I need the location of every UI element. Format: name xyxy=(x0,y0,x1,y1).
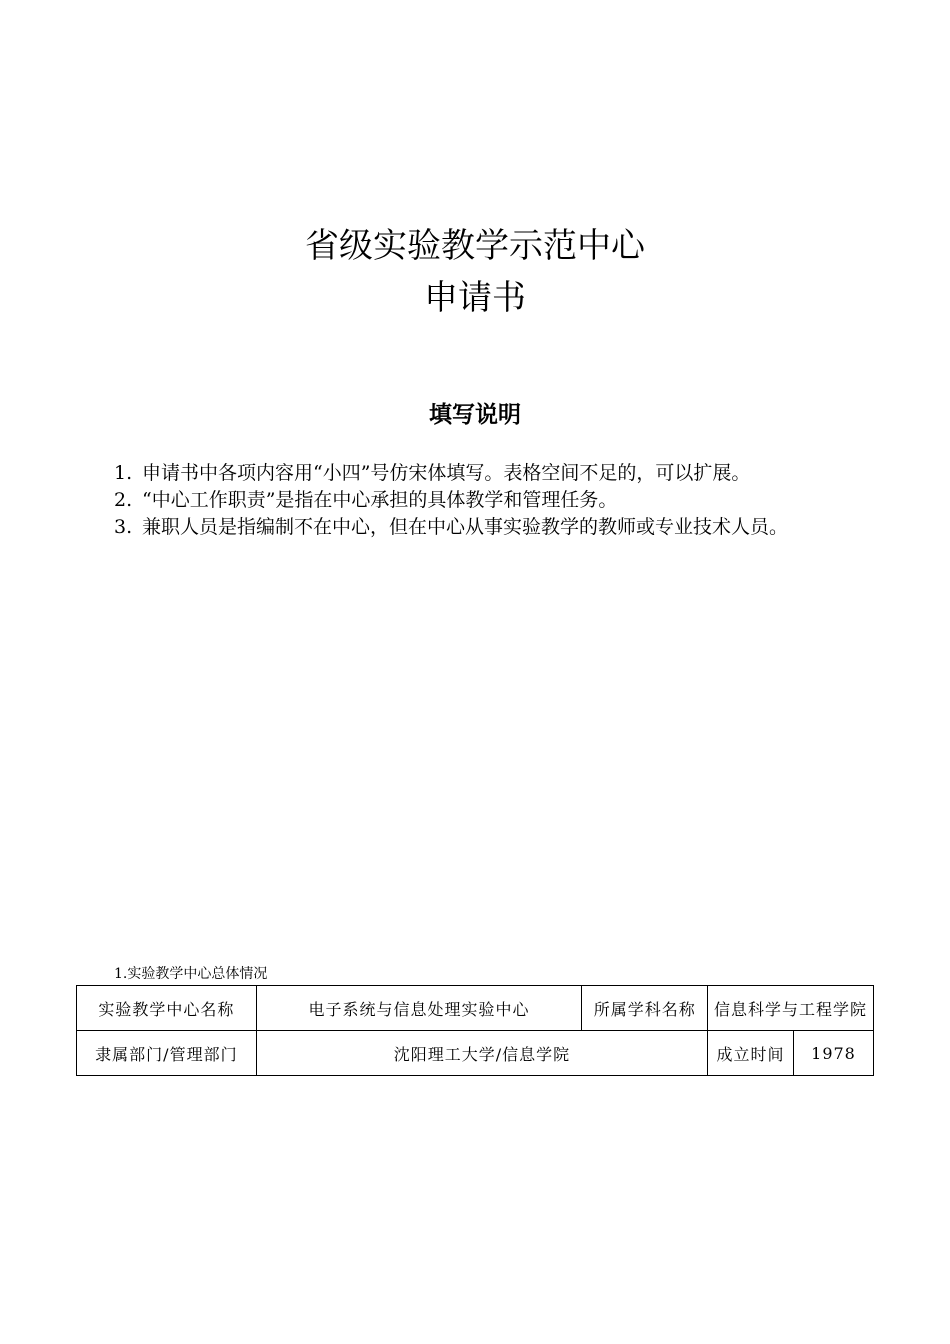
instruction-number: 1. xyxy=(114,462,133,484)
section-label: 1.实验教学中心总体情况 xyxy=(114,966,268,982)
instruction-text: “中心工作职责”是指在中心承担的具体教学和管理任务。 xyxy=(142,489,618,511)
table-row xyxy=(77,986,874,1031)
established-value: 1978 xyxy=(794,1031,874,1076)
instruction-item xyxy=(108,460,848,487)
department-value: 沈阳理工大学/信息学院 xyxy=(256,1031,707,1076)
document-subtitle: 申请书 xyxy=(424,278,526,318)
instruction-number: 3. xyxy=(114,516,133,538)
instruction-text: 兼职人员是指编制不在中心，但在中心从事实验教学的教师或专业技术人员。 xyxy=(142,516,789,538)
instruction-item xyxy=(108,514,848,541)
center-name-label: 实验教学中心名称 xyxy=(77,986,257,1031)
department-label: 隶属部门/管理部门 xyxy=(77,1031,257,1076)
center-name-value: 电子系统与信息处理实验中心 xyxy=(256,986,582,1031)
discipline-value: 信息科学与工程学院 xyxy=(708,986,874,1031)
instruction-number: 2. xyxy=(114,489,133,511)
instructions-list xyxy=(108,460,848,541)
established-label: 成立时间 xyxy=(708,1031,794,1076)
instruction-text: 申请书中各项内容用“小四”号仿宋体填写。表格空间不足的，可以扩展。 xyxy=(142,462,751,484)
discipline-label: 所属学科名称 xyxy=(582,986,708,1031)
instruction-item xyxy=(108,487,848,514)
table-row xyxy=(77,1031,874,1076)
instructions-heading: 填写说明 xyxy=(429,402,521,428)
center-info-table xyxy=(76,985,874,1076)
document-title: 省级实验教学示范中心 xyxy=(305,226,645,266)
